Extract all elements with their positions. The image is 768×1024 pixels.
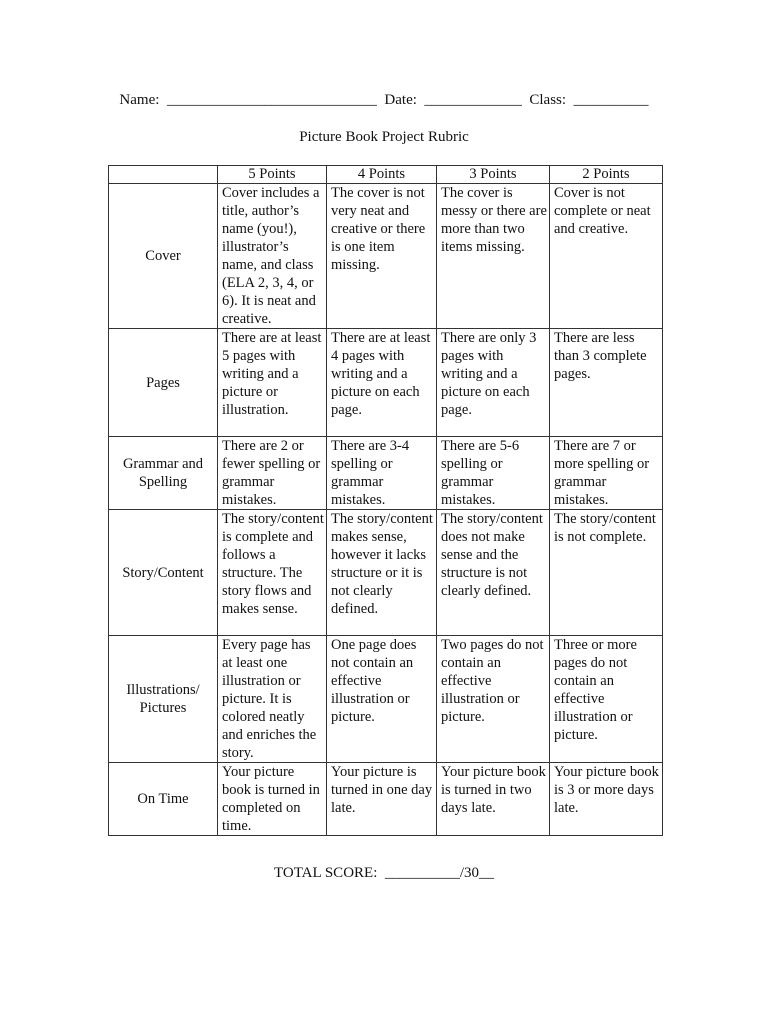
criterion-grammar-spelling: Grammar and Spelling	[109, 437, 218, 510]
cell-illustrations-3-points: Two pages do not contain an effective illustration or picture.	[437, 636, 550, 763]
header-fields-line: Name: ____________________________ Date: _____________ Class: __________	[119, 92, 649, 108]
rubric-row-on-time	[109, 763, 663, 836]
cell-on-time-4-points: Your picture is turned in one day late.	[327, 763, 437, 836]
column-header-2-points: 2 Points	[550, 166, 663, 184]
rubric-row-grammar-spelling	[109, 437, 663, 510]
cell-on-time-3-points: Your picture book is turned in two days late.	[437, 763, 550, 836]
cell-cover-3-points: The cover is messy or there are more than two items missing.	[437, 184, 550, 329]
criterion-illustrations: Illustrations/ Pictures	[109, 636, 218, 763]
cell-illustrations-2-points: Three or more pages do not contain an effective illustration or picture.	[550, 636, 663, 763]
cell-pages-2-points: There are less than 3 complete pages.	[550, 329, 663, 437]
cell-on-time-2-points: Your picture book is 3 or more days late.	[550, 763, 663, 836]
column-header-3-points: 3 Points	[437, 166, 550, 184]
cell-illustrations-4-points: One page does not contain an effective illustration or picture.	[327, 636, 437, 763]
cell-pages-5-points: There are at least 5 pages with writing and a picture or illustration.	[218, 329, 327, 437]
cell-story-4-points: The story/content makes sense, however it lacks structure or it is not clearly defined.	[327, 510, 437, 636]
cell-cover-2-points: Cover is not complete or neat and creative.	[550, 184, 663, 329]
cell-story-5-points: The story/content is complete and follows a structure. The story flows and makes sense.	[218, 510, 327, 636]
cell-grammar-3-points: There are 5-6 spelling or grammar mistakes.	[437, 437, 550, 510]
criterion-cover: Cover	[109, 184, 218, 329]
column-header-5-points: 5 Points	[218, 166, 327, 184]
rubric-row-illustrations	[109, 636, 663, 763]
cell-grammar-2-points: There are 7 or more spelling or grammar mistakes.	[550, 437, 663, 510]
column-header-4-points: 4 Points	[327, 166, 437, 184]
criterion-pages: Pages	[109, 329, 218, 437]
cell-cover-4-points: The cover is not very neat and creative or there is one item missing.	[327, 184, 437, 329]
cell-pages-4-points: There are at least 4 pages with writing and a picture on each page.	[327, 329, 437, 437]
criterion-story-content: Story/Content	[109, 510, 218, 636]
document-title: Picture Book Project Rubric	[299, 129, 469, 145]
cell-story-2-points: The story/content is not complete.	[550, 510, 663, 636]
cell-cover-5-points: Cover includes a title, author’s name (you!), illustrator’s name, and class (ELA 2, 3, 4, or 6). It is neat and creative.	[218, 184, 327, 329]
cell-grammar-4-points: There are 3-4 spelling or grammar mistakes.	[327, 437, 437, 510]
rubric-row-cover	[109, 184, 663, 329]
total-score-line: TOTAL SCORE: __________/30__	[273, 865, 495, 881]
cell-story-3-points: The story/content does not make sense and the structure is not clearly defined.	[437, 510, 550, 636]
cell-pages-3-points: There are only 3 pages with writing and a picture on each page.	[437, 329, 550, 437]
cell-illustrations-5-points: Every page has at least one illustration or picture. It is colored neatly and enriches the story.	[218, 636, 327, 763]
rubric-table	[108, 165, 663, 836]
rubric-row-story-content	[109, 510, 663, 636]
rubric-header-row	[109, 166, 663, 184]
criterion-on-time: On Time	[109, 763, 218, 836]
column-header-blank	[109, 166, 218, 184]
rubric-row-pages	[109, 329, 663, 437]
cell-grammar-5-points: There are 2 or fewer spelling or grammar mistakes.	[218, 437, 327, 510]
cell-on-time-5-points: Your picture book is turned in completed on time.	[218, 763, 327, 836]
